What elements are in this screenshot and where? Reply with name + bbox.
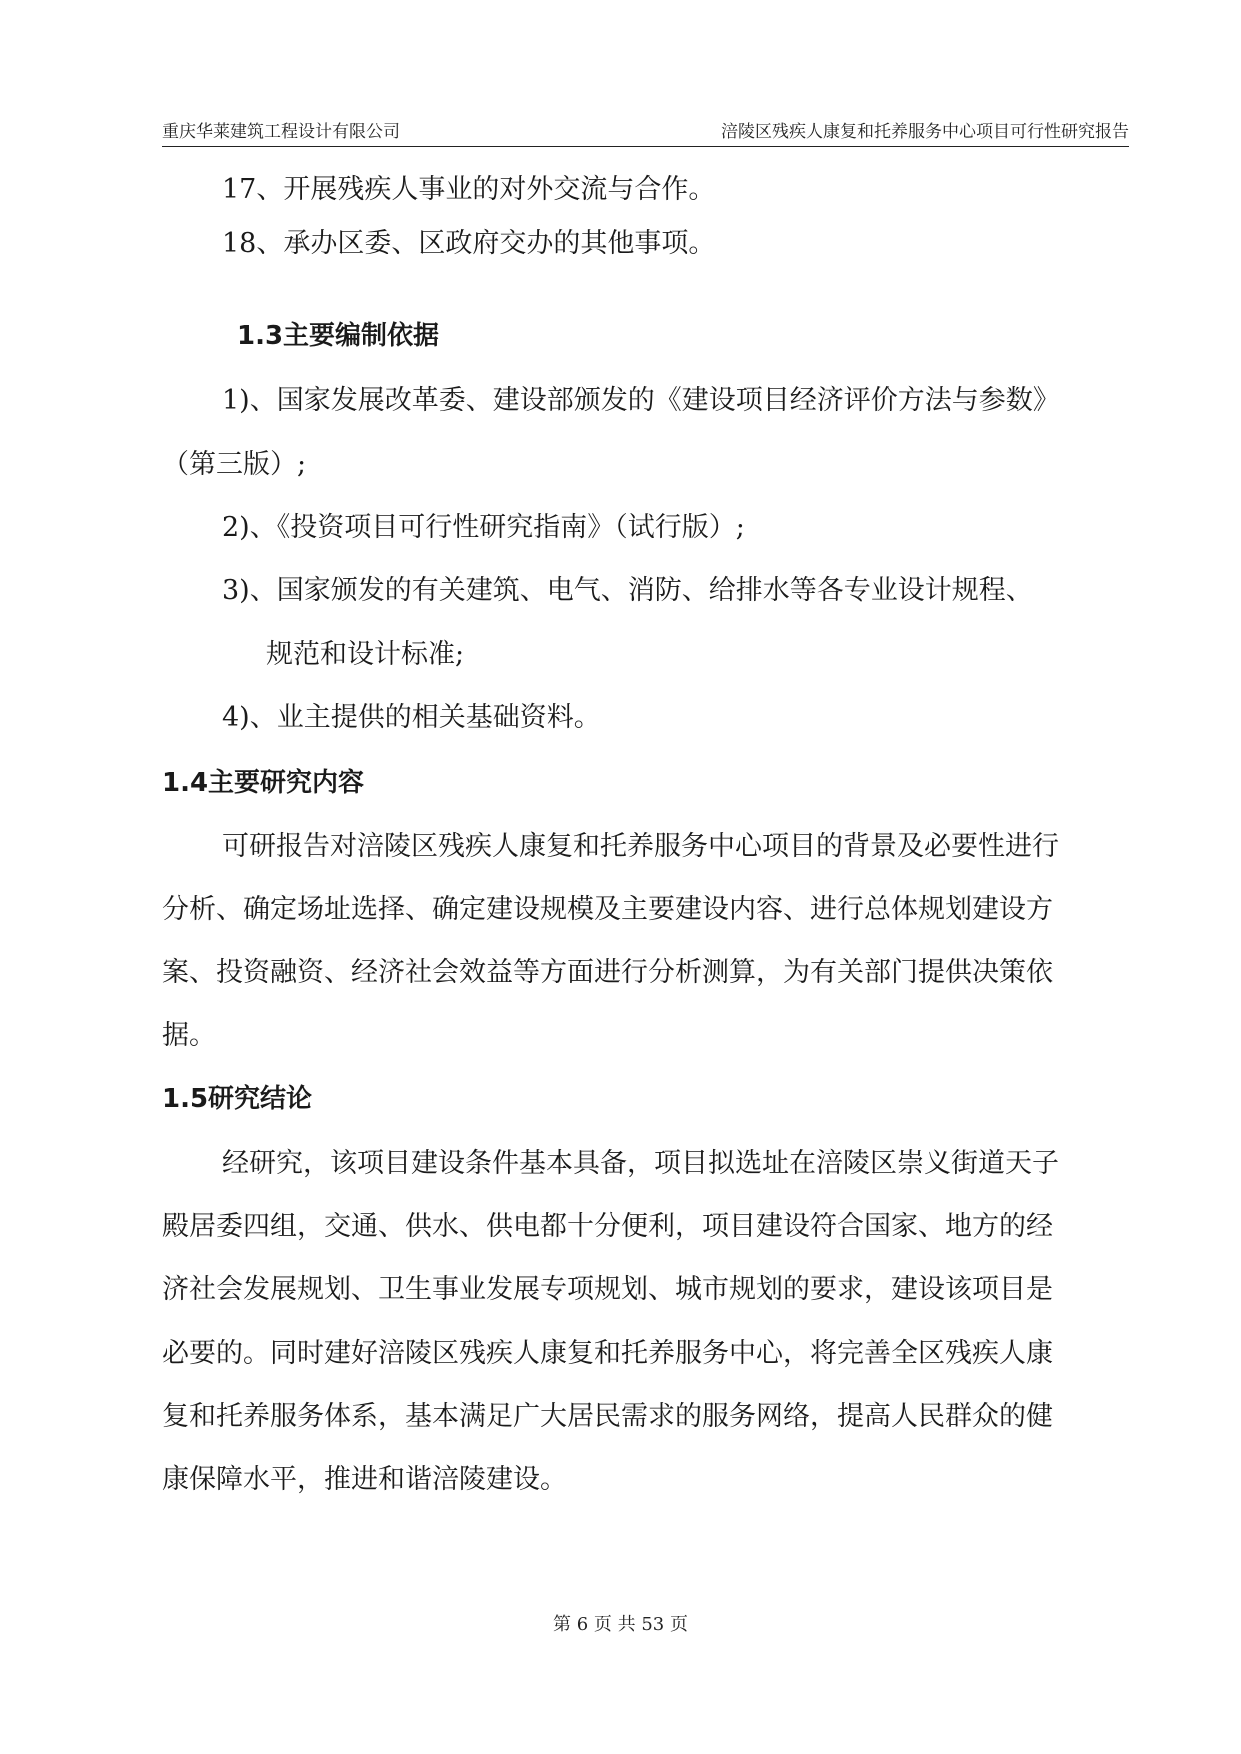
page-number: 第 6 页 共 53 页: [553, 1614, 688, 1635]
section-heading-1-5: 1.5研究结论: [162, 1084, 313, 1114]
basis-item-4: 4)、业主提供的相关基础资料。: [222, 702, 601, 733]
header-report-title: 涪陵区残疾人康复和托养服务中心项目可行性研究报告: [721, 122, 1129, 142]
basis-item-2: 2)、《投资项目可行性研究指南》（试行版）;: [222, 512, 745, 543]
paragraph-line: 复和托养服务体系，基本满足广大居民需求的服务网络，提高人民群众的健: [162, 1401, 1053, 1432]
basis-item-3-line2: 规范和设计标准;: [266, 639, 465, 670]
paragraph-line: 案、投资融资、经济社会效益等方面进行分析测算，为有关部门提供决策依: [162, 957, 1053, 988]
section-heading-1-3: 1.3主要编制依据: [237, 321, 440, 351]
paragraph-line: 济社会发展规划、卫生事业发展专项规划、城市规划的要求，建设该项目是: [162, 1274, 1053, 1305]
paragraph-line: 康保障水平，推进和谐涪陵建设。: [162, 1464, 567, 1495]
basis-item-1-line1: 1)、国家发展改革委、建设部颁发的《建设项目经济评价方法与参数》: [222, 385, 1060, 416]
basis-item-3-line1: 3)、国家颁发的有关建筑、电气、消防、给排水等各专业设计规程、: [222, 575, 1033, 606]
basis-item-1-line2: （第三版）;: [162, 449, 307, 480]
section-heading-1-4: 1.4主要研究内容: [162, 768, 365, 798]
paragraph-line: 经研究，该项目建设条件基本具备，项目拟选址在涪陵区崇义街道天子: [222, 1148, 1059, 1179]
paragraph-line: 殿居委四组，交通、供水、供电都十分便利，项目建设符合国家、地方的经: [162, 1211, 1053, 1242]
list-item-17: 17、开展残疾人事业的对外交流与合作。: [222, 174, 716, 205]
list-item-18: 18、承办区委、区政府交办的其他事项。: [222, 228, 716, 259]
paragraph-line: 可研报告对涪陵区残疾人康复和托养服务中心项目的背景及必要性进行: [222, 831, 1059, 862]
paragraph-line: 必要的。同时建好涪陵区残疾人康复和托养服务中心，将完善全区残疾人康: [162, 1338, 1053, 1369]
paragraph-line: 分析、确定场址选择、确定建设规模及主要建设内容、进行总体规划建设方: [162, 894, 1053, 925]
header-company: 重庆华莱建筑工程设计有限公司: [162, 122, 400, 142]
paragraph-line: 据。: [162, 1020, 216, 1051]
page-header: [162, 118, 1129, 147]
